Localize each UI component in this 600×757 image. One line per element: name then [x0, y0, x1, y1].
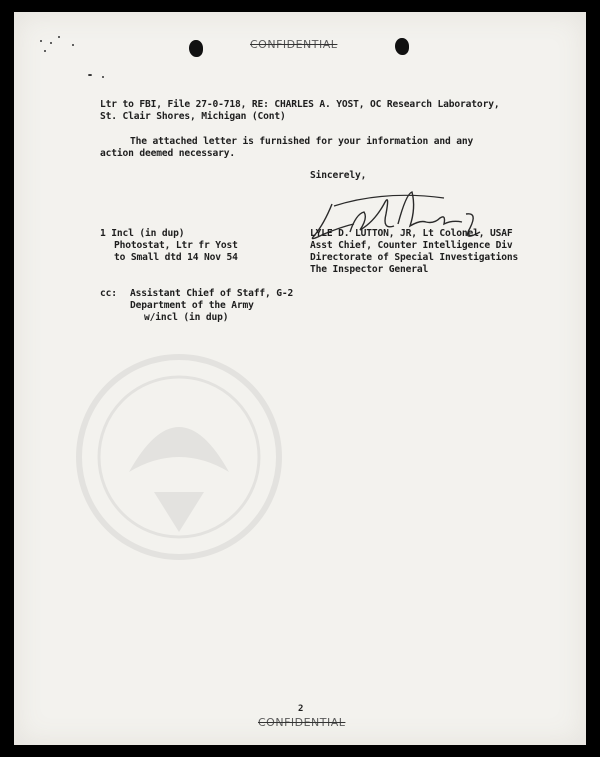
enclosure-line: Photostat, Ltr fr Yost: [114, 240, 238, 251]
seal-watermark-icon: [69, 342, 289, 572]
speck: [44, 50, 46, 52]
speck: [102, 76, 104, 78]
body-paragraph-line: The attached letter is furnished for your information and any: [130, 136, 474, 147]
speck: [58, 36, 60, 38]
speck: [88, 74, 92, 76]
enclosure-line: 1 Incl (in dup): [100, 228, 185, 239]
punch-hole-left: [189, 40, 203, 57]
signature-title: Directorate of Special Investigations: [310, 252, 519, 263]
speck: [40, 40, 42, 42]
speck: [50, 42, 52, 44]
signature-name: LYLE D. LUTTON, JR, Lt Colonel, USAF: [310, 228, 513, 239]
cc-label: cc:: [100, 288, 117, 299]
document-page: [14, 12, 586, 745]
signature-title: Asst Chief, Counter Intelligence Div: [310, 240, 513, 251]
body-paragraph-line: action deemed necessary.: [100, 148, 236, 159]
cc-line: w/incl (in dup): [144, 312, 229, 323]
classification-footer: CONFIDENTIAL: [258, 716, 346, 729]
subject-line: Ltr to FBI, File 27-0-718, RE: CHARLES A. YOST, OC Research Laboratory,: [100, 99, 500, 110]
page-number: 2: [298, 704, 304, 714]
punch-hole-right: [395, 38, 409, 55]
classification-header: CONFIDENTIAL: [250, 38, 338, 51]
cc-line: Assistant Chief of Staff, G-2: [130, 288, 294, 299]
enclosure-line: to Small dtd 14 Nov 54: [114, 252, 238, 263]
cc-line: Department of the Army: [130, 300, 254, 311]
signature-title: The Inspector General: [310, 264, 429, 275]
subject-line: St. Clair Shores, Michigan (Cont): [100, 111, 286, 122]
speck: [72, 44, 74, 46]
closing: Sincerely,: [310, 170, 367, 181]
